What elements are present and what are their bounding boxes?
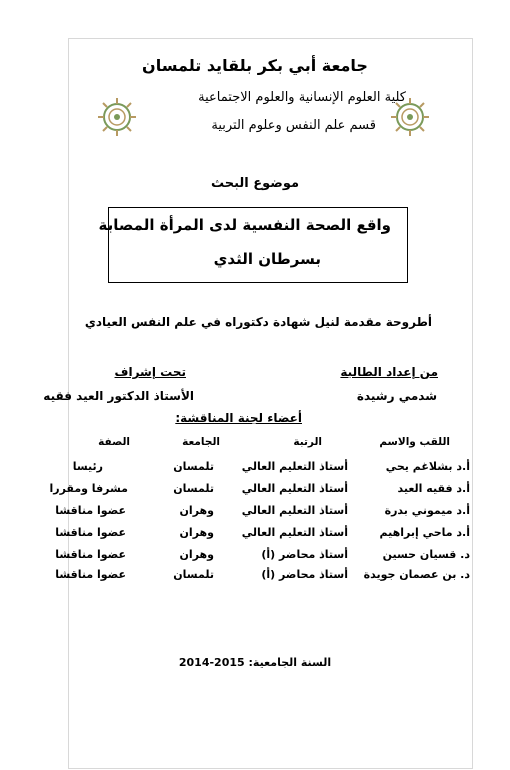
prepared-by-label: من إعداد الطالبة [340,365,438,379]
supervision-label: تحت إشراف [114,365,186,379]
thesis-title-line-2: بسرطان الثدي [213,250,321,268]
table-cell-rank: أستاذ التعليم العالي [241,526,348,539]
table-cell-name: أ.د بشلاغم يحي [385,460,470,473]
table-cell-name: أ.د ميموني بدرة [384,504,470,517]
supervisor-name: الأستاذ الدكتور العيد فقيه [43,389,194,403]
table-cell-rank: أستاذ محاضر (أ) [261,568,348,581]
academic-year [0,656,510,669]
column-header-university: الجامعة [182,436,220,448]
table-cell-university: تلمسان [173,568,214,581]
table-cell-role: رئيسا [72,460,103,473]
table-cell-rank: أستاذ التعليم العالي [241,460,348,473]
thesis-statement: أطروحة مقدمة لنيل شهادة دكتوراه في علم النفس العيادي [84,315,432,329]
academic-year-value: 2014-2015 [178,656,245,669]
table-cell-rank: أستاذ التعليم العالي [241,482,348,495]
department-name: قسم علم النفس وعلوم التربية [211,118,376,133]
subject-label: موضوع البحث [210,176,300,191]
faculty-name: كلية العلوم الإنسانية والعلوم الاجتماعية [198,90,406,105]
table-cell-rank: أستاذ محاضر (أ) [261,548,348,561]
thesis-title-line-1: واقع الصحة النفسية لدى المرأة المصابة [98,216,391,234]
table-cell-name: أ.د ماحي إبراهيم [379,526,470,539]
column-header-role: الصفة [98,436,130,448]
table-cell-role: عضوا مناقشا [55,526,126,539]
academic-year-label: السنة الجامعية: [248,656,332,669]
table-cell-rank: أستاذ التعليم العالي [241,504,348,517]
table-cell-university: تلمسان [173,460,214,473]
table-cell-university: وهران [179,548,214,561]
university-name: جامعة أبي بكر بلقايد تلمسان [142,56,368,75]
table-cell-university: وهران [179,526,214,539]
table-cell-role: عضوا مناقشا [55,504,126,517]
table-cell-role: عضوا مناقشا [55,568,126,581]
table-cell-role: مشرفا ومقررا [49,482,128,495]
table-cell-name: د. بن عصمان جويدة [363,568,470,581]
student-name: شدمي رشيدة [356,389,437,403]
committee-title: أعضاء لجنة المناقشة: [175,411,302,425]
university-emblem-icon [96,96,138,138]
column-header-name: اللقب والاسم [379,436,450,448]
table-cell-university: وهران [179,504,214,517]
title-box [98,207,408,283]
column-header-rank: الرتبة [293,436,322,448]
table-cell-name: أ.د فقيه العيد [397,482,470,495]
table-cell-name: د. قسيان حسين [382,548,470,561]
table-cell-role: عضوا مناقشا [55,548,126,561]
table-cell-university: تلمسان [173,482,214,495]
